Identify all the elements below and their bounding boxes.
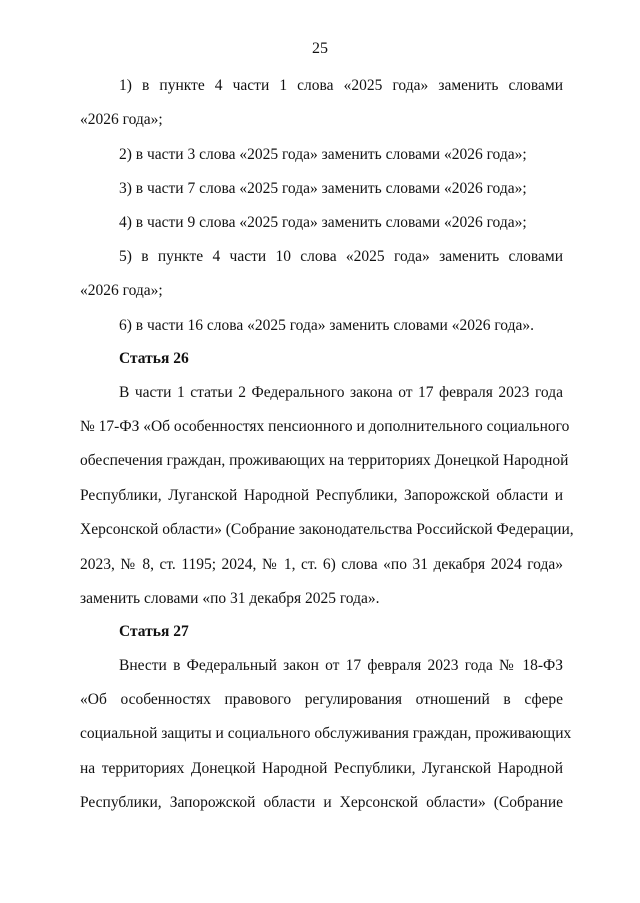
list-item-3: 3) в части 7 слова «2025 года» заменить словами «2026 года»; xyxy=(119,180,527,197)
list-item-1-line-2: «2026 года»; xyxy=(80,111,163,128)
article-27-line-5: Республики, Запорожской области и Херсонской области» (Собрание xyxy=(80,794,563,811)
article-26-heading: Статья 26 xyxy=(119,350,189,367)
list-item-2: 2) в части 3 слова «2025 года» заменить словами «2026 года»; xyxy=(119,146,527,163)
list-item-5-line-2: «2026 года»; xyxy=(80,282,163,299)
article-27-line-3: социальной защиты и социального обслуживания граждан, проживающих xyxy=(80,725,572,742)
list-item-4: 4) в части 9 слова «2025 года» заменить словами «2026 года»; xyxy=(119,214,527,231)
article-26-line-3: обеспечения граждан, проживающих на территориях Донецкой Народной xyxy=(80,452,569,469)
article-26-line-1: В части 1 статьи 2 Федерального закона от 17 февраля 2023 года xyxy=(119,384,563,401)
page-number: 25 xyxy=(312,40,328,57)
list-item-1-line-1: 1) в пункте 4 части 1 слова «2025 года» заменить словами xyxy=(119,77,563,94)
article-26-line-4: Республики, Луганской Народной Республики, Запорожской области и xyxy=(80,487,563,504)
article-27-line-1: Внести в Федеральный закон от 17 февраля 2023 года № 18-ФЗ xyxy=(119,657,563,674)
article-26-line-6: 2023, № 8, ст. 1195; 2024, № 1, ст. 6) слова «по 31 декабря 2024 года» xyxy=(80,556,563,573)
article-26-line-5: Херсонской области» (Собрание законодательства Российской Федерации, xyxy=(80,521,574,538)
article-27-line-2: «Об особенностях правового регулирования отношений в сфере xyxy=(80,691,563,708)
article-26-line-7: заменить словами «по 31 декабря 2025 года». xyxy=(80,590,380,607)
article-27-heading: Статья 27 xyxy=(119,623,189,640)
article-26-line-2: № 17-ФЗ «Об особенностях пенсионного и дополнительного социального xyxy=(80,418,570,435)
article-27-line-4: на территориях Донецкой Народной Республики, Луганской Народной xyxy=(80,760,563,777)
list-item-6: 6) в части 16 слова «2025 года» заменить словами «2026 года». xyxy=(119,317,535,334)
list-item-5-line-1: 5) в пункте 4 части 10 слова «2025 года» заменить словами xyxy=(119,248,563,265)
